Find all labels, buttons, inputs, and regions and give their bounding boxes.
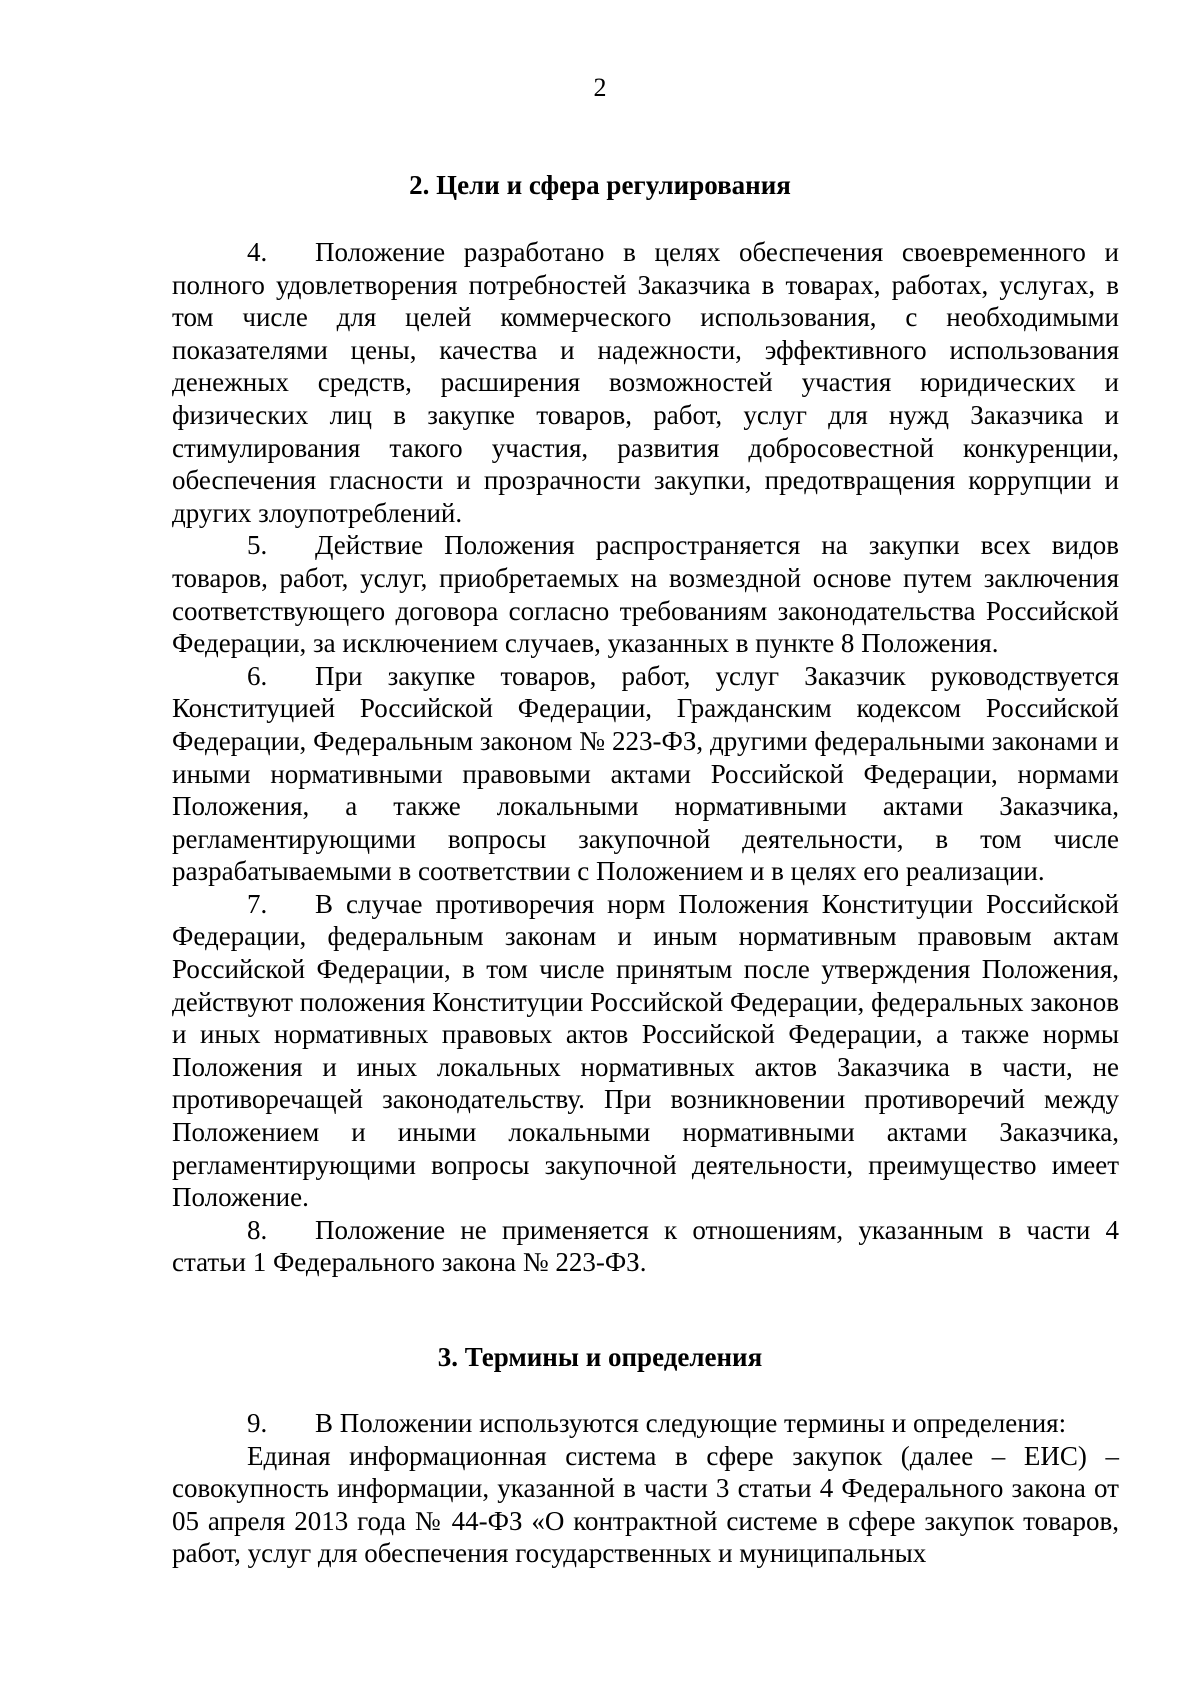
paragraph-6 <box>172 660 1119 888</box>
paragraph-number: 5. <box>247 530 268 561</box>
paragraph-number: 9. <box>247 1408 268 1438</box>
paragraph-text: При закупке товаров, работ, услуг Заказчик руководствуется Конституцией Российской Федерации, Гражданским кодексом Российской Федерации, Федеральным законом № 223-ФЗ, другими федеральными законами и иными нормативными правовыми актами Российской Федерации, нормами Положения, а также локальными нормативными актами Заказчика, регламентирующими вопросы закупочной деятельности, в том числе разрабатываемыми в соответствии с Положением и в целях его реализации. <box>172 660 1119 887</box>
paragraph-number: 4. <box>247 237 268 267</box>
section-2-heading: 2. Цели и сфера регулирования <box>409 170 791 200</box>
paragraph-text: В Положении используются следующие термины и определения: <box>315 1408 1067 1438</box>
paragraph-7 <box>172 888 1119 1214</box>
paragraph-text: Положение разработано в целях обеспечения своевременного и полного удовлетворения потребностей Заказчика в товарах, работах, услугах, в том числе для целей коммерческого использования, с необходимыми показателями цены, качества и надежности, эффективного использования денежных средств, расширения возможностей участия юридических и физических лиц в закупке товаров, работ, услуг для нужд Заказчика и стимулирования такого участия, развития добросовестной конкуренции, обеспечения гласности и прозрачности закупки, предотвращения коррупции и других злоупотреблений. <box>172 237 1119 528</box>
section-3-body <box>172 1407 1119 1570</box>
paragraph-text: Действие Положения распространяется на закупки всех видов товаров, работ, услуг, приобретаемых на возмездной основе путем заключения соответствующего договора согласно требованиям законодательства Российской Федерации, за исключением случаев, указанных в пункте 8 Положения. <box>172 530 1119 659</box>
paragraph-number: 8. <box>247 1214 268 1245</box>
paragraph-number: 6. <box>247 660 268 691</box>
section-2-body <box>172 236 1119 1279</box>
paragraph-5 <box>172 529 1119 659</box>
paragraph-text: Положение не применяется к отношениям, указанным в части 4 статьи 1 Федерального закона № 223-ФЗ. <box>172 1214 1119 1278</box>
page-number: 2 <box>593 73 607 102</box>
paragraph-4 <box>172 236 1119 529</box>
definition-eis: Единая информационная система в сфере закупок (далее – ЕИС) – совокупность информации, указанной в части 3 статьи 4 Федерального закона от 05 апреля 2013 года № 44-ФЗ «О контрактной системе в сфере закупок товаров, работ, услуг для обеспечения государственных и муниципальных <box>172 1440 1119 1569</box>
paragraph-9 <box>172 1407 1119 1440</box>
section-3-heading: 3. Термины и определения <box>437 1342 763 1372</box>
paragraph-8 <box>172 1214 1119 1279</box>
paragraph-text: В случае противоречия норм Положения Конституции Российской Федерации, федеральным законам и иным нормативным правовым актам Российской Федерации, в том числе принятым после утверждения Положения, действуют положения Конституции Российской Федерации, федеральных законов и иных нормативных правовых актов Российской Федерации, а также нормы Положения и иных локальных нормативных актов Заказчика в части, не противоречащей законодательству. При возникновении противоречий между Положением и иными локальными нормативными актами Заказчика, регламентирующими вопросы закупочной деятельности, преимущество имеет Положение. <box>172 888 1119 1213</box>
paragraph-number: 7. <box>247 888 268 919</box>
